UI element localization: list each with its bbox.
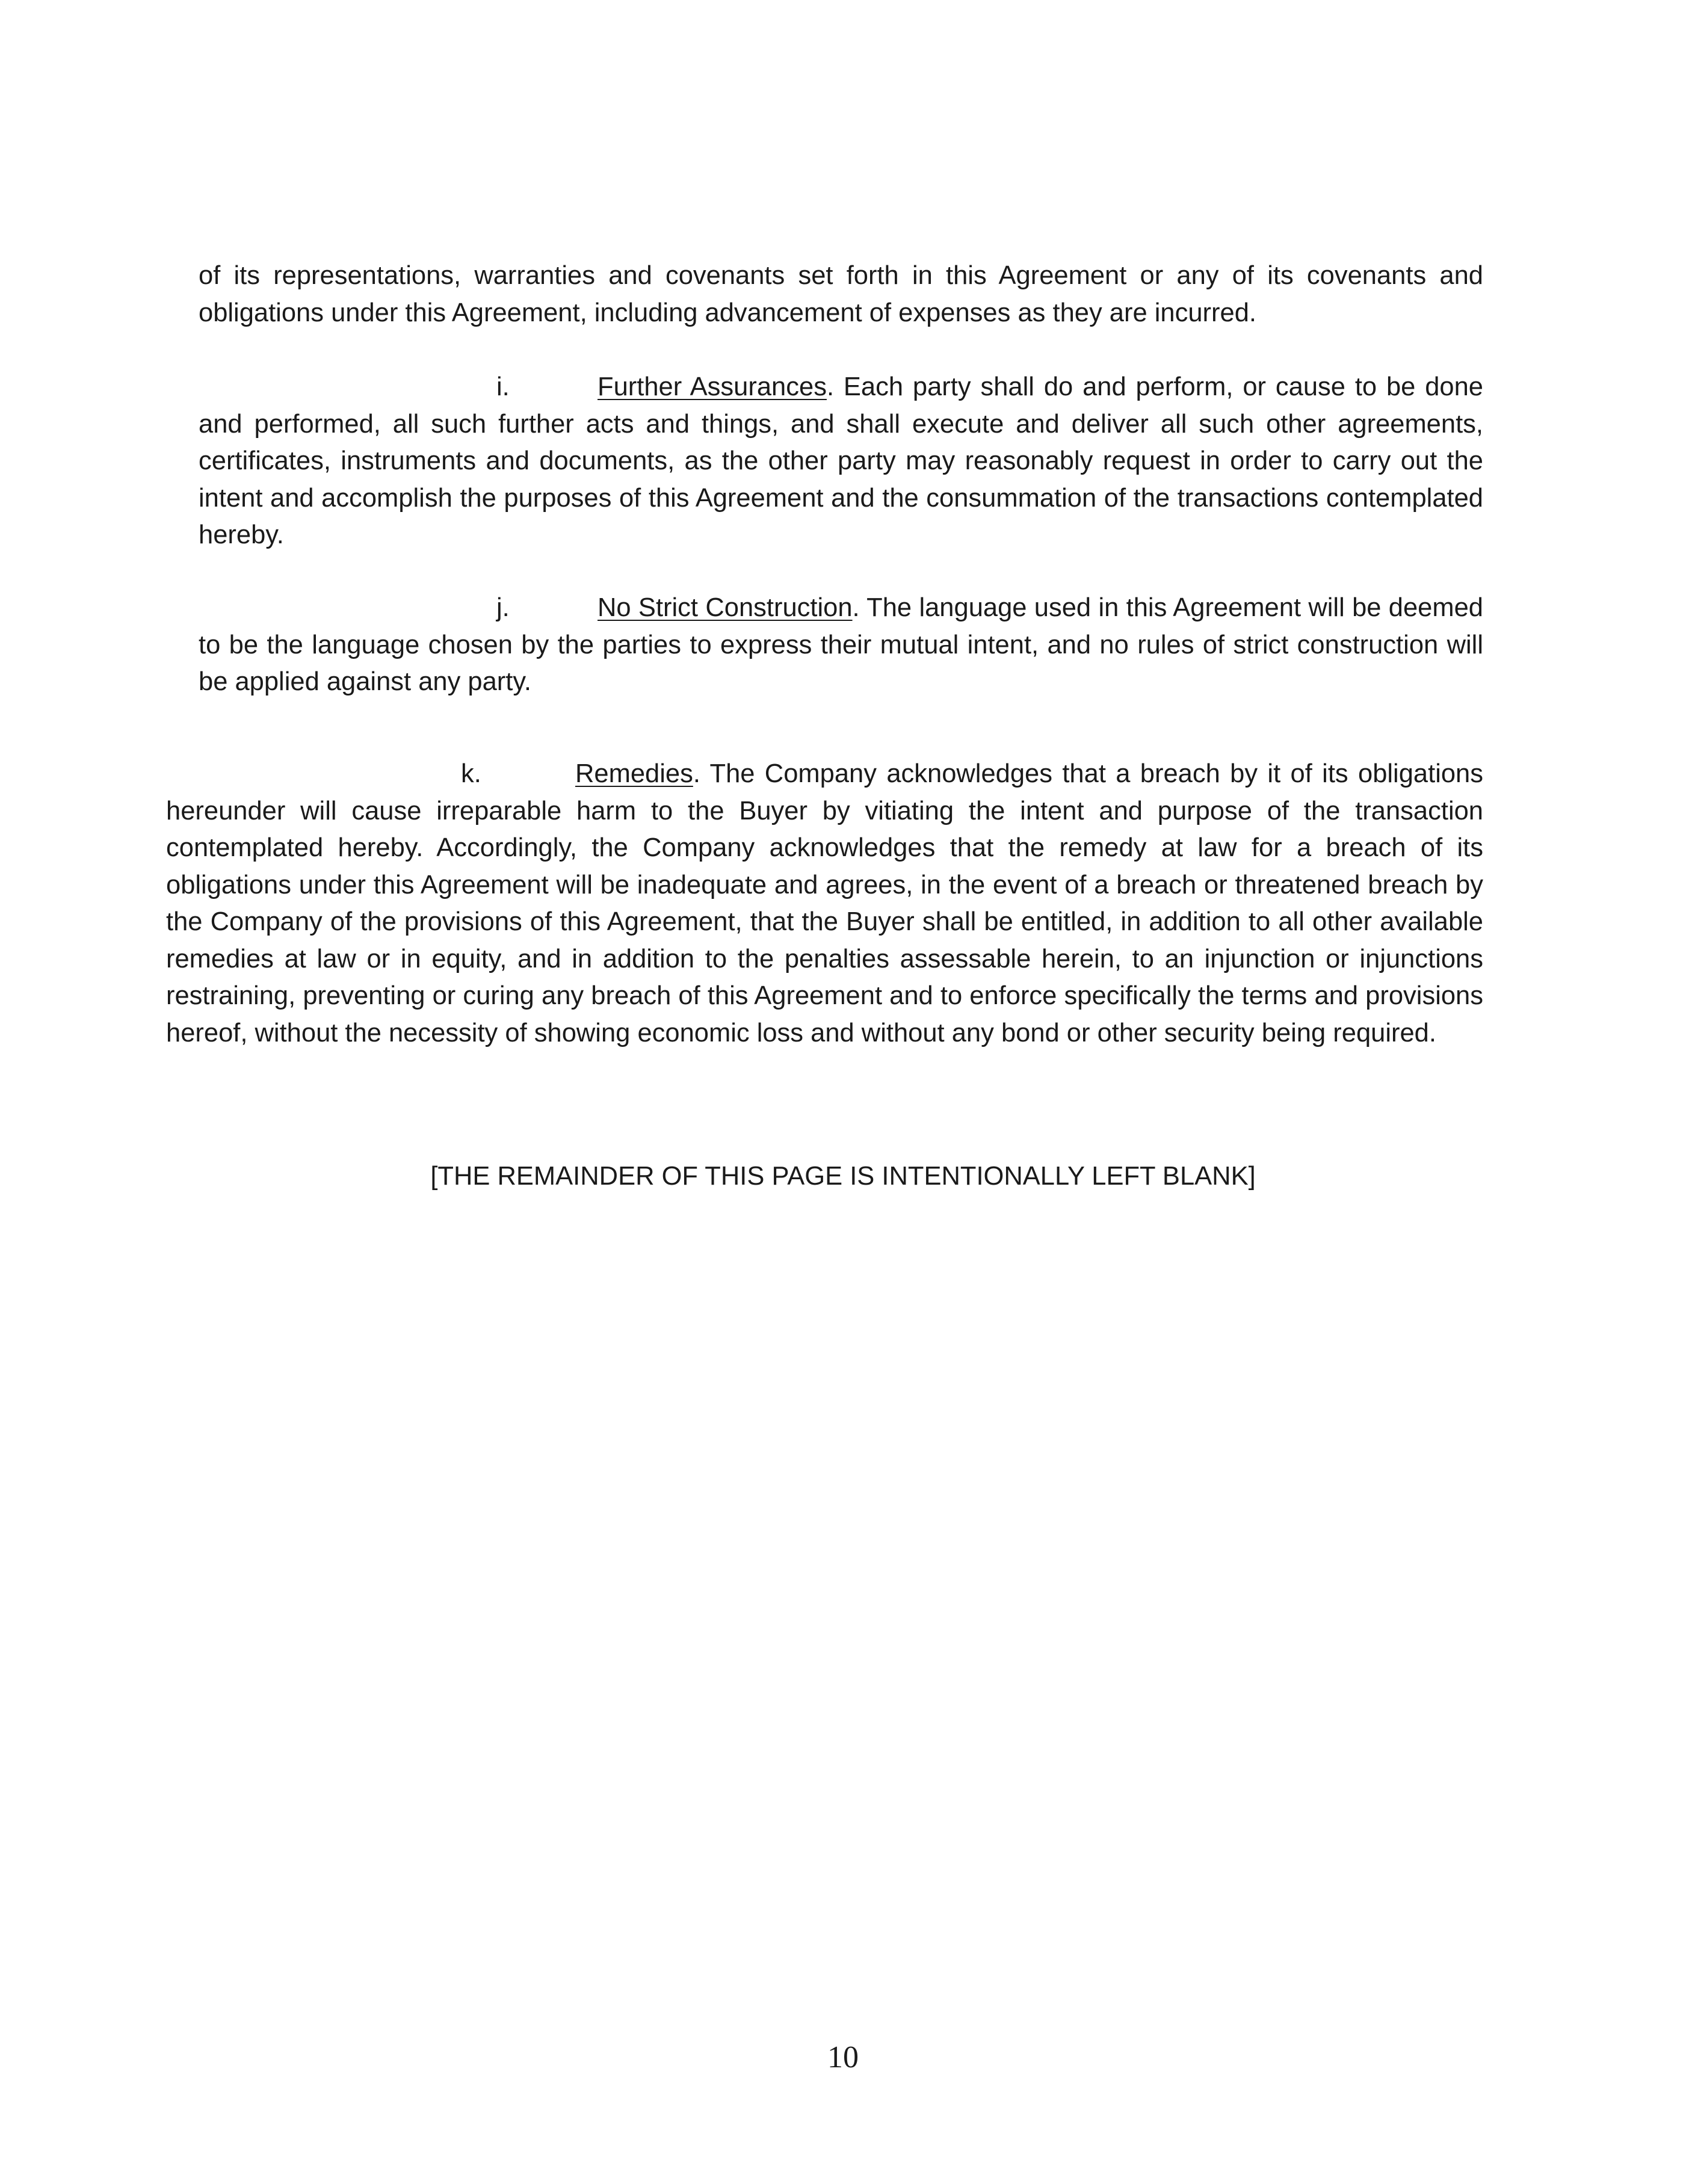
section-heading: No Strict Construction [598,593,853,622]
continued-paragraph-text: of its representations, warranties and covenants set forth in this Agreement or any of its covenants and obligations under this Agreement, including advancement of expenses as they are incurred. [199,261,1483,327]
blank-page-notice: [THE REMAINDER OF THIS PAGE IS INTENTIONALLY LEFT BLANK] [430,1162,1256,1191]
section-body: . The Company acknowledges that a breach by it of its obligations hereunder will cause irreparable harm to the Buyer by vitiating the intent and purpose of the transaction contemplated hereby. Accordingly, the Company acknowledges that the remedy at law for a breach of its obligations under this Agreement will be inadequate and agrees, in the event of a breach or threatened breach by the Company of the provisions of this Agreement, that the Buyer shall be entitled, in addition to all other available remedies at law or in equity, and in addition to the penalties assessable herein, to an injunction or injunctions restraining, preventing or curing any breach of this Agreement and to enforce specifically the terms and provisions hereof, without the necessity of showing economic loss and without any bond or other security being required. [166,759,1483,1047]
section-body: . The language used in this Agreement will be deemed to be the language chosen by the parties to express their mutual intent, and no rules of strict construction will be applied against any party. [199,593,1483,696]
section-number: j. [496,593,510,622]
section-heading: Further Assurances [598,372,827,401]
section-number: i. [496,372,510,401]
continued-paragraph [199,258,1483,332]
section-j-no-strict-construction [199,590,1483,701]
page-number: 10 [827,2040,859,2074]
section-k-remedies [166,756,1483,1052]
section-i-further-assurances [199,369,1483,554]
section-body: . Each party shall do and perform, or cause to be done and performed, all such further acts and things, and shall execute and deliver all such other agreements, certificates, instruments and documents, as the other party may reasonably request in order to carry out the intent and accomplish the purposes of this Agreement and the consummation of the transactions contemplated hereby. [199,372,1483,549]
section-heading: Remedies [575,759,693,788]
section-number: k. [461,759,481,788]
